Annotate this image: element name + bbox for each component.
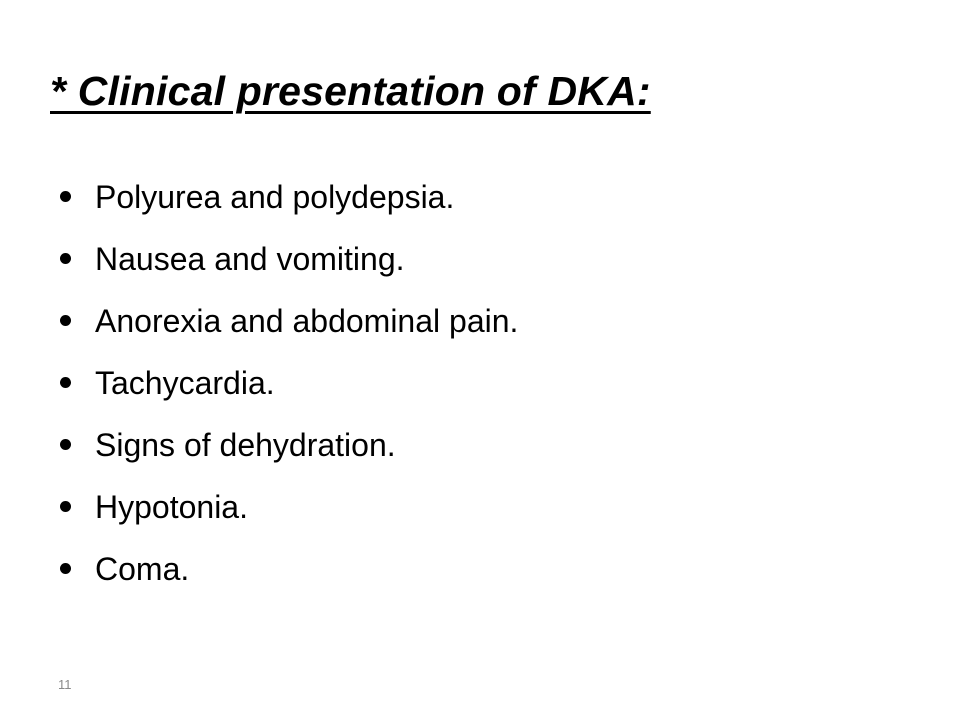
bullet-text: Hypotonia.	[95, 489, 248, 525]
bullet-icon	[60, 439, 71, 450]
bullet-text: Nausea and vomiting.	[95, 241, 405, 277]
bullet-text: Anorexia and abdominal pain.	[95, 303, 519, 339]
bullet-icon	[60, 501, 71, 512]
bullet-text: Tachycardia.	[95, 365, 275, 401]
bullet-icon	[60, 315, 71, 326]
bullet-text: Polyurea and polydepsia.	[95, 179, 455, 215]
bullet-text: Coma.	[95, 551, 190, 587]
bullet-icon	[60, 253, 71, 264]
bullet-icon	[60, 191, 71, 202]
bullet-icon	[60, 563, 71, 574]
bullet-text: Signs of dehydration.	[95, 427, 396, 463]
bullet-icon	[60, 377, 71, 388]
slide-number: 11	[58, 677, 72, 692]
slide-title: * Clinical presentation of DKA:	[50, 68, 651, 114]
